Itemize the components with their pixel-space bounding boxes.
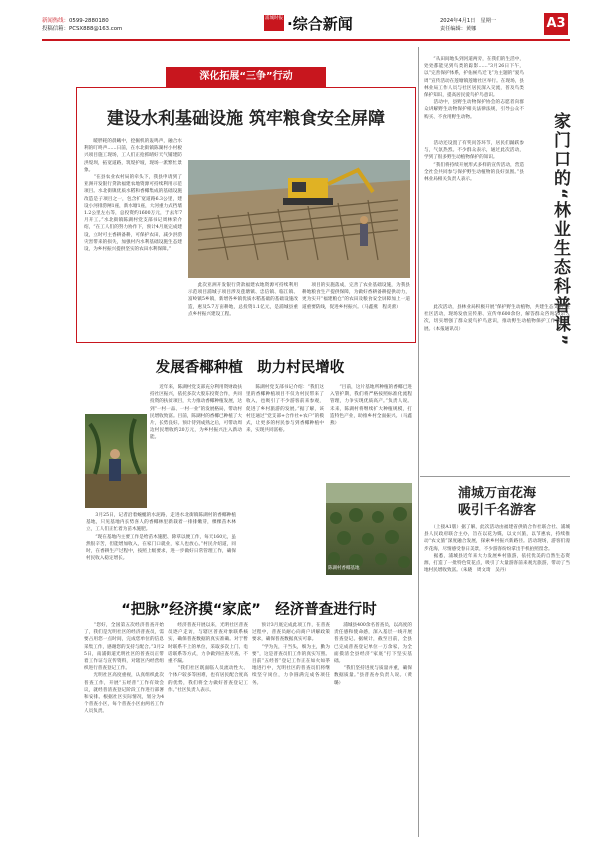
column-divider (418, 47, 419, 837)
forestry-column-c: 此次活动，县林业局积极开展“保护野生动植物，共建生态文明”进社区活动，现场发放宣传册、宣传单600余份，解答群众咨询50余人次，切实增强了群众爱鸟护鸟意识，推动野生动植物保护工作深入开展。（本报通讯员） (424, 305, 570, 332)
census-column-3: 预计3月底完成此项工作，在普查过程中，普查员耐心向商户讲解政策要求，确保普查数据真实可靠。 “学为先，干当头，细为主，勤为要”，这是普查员们工作的真实写照。目前“五经普”登记工作正在如火如荼地进行中，光明社区的普查员们将继续坚守岗位，力争圆满完成各项任务。 (252, 623, 330, 686)
forestry-column-b: 活动还设置了有奖问答环节，居民们踊跃参与，气氛热烈。不少群众表示，通过此次活动，学到了很多野生动植物保护的知识。 “我们将持续开展形式多样的宣传活动，营造全社会共同参与保护野生动植物的良好氛围。”县林业局相关负责人表示。 (424, 141, 524, 183)
hotline-number: 0599-2880180 (68, 18, 109, 24)
census-column-2: 经济普查开展以来，光明社区普查员逐户走访，与辖区普查对象联系核实，确保普查数据的真实准确。对于暂时联系不上的单位，采取多次上门、电话联系等方式，力争做到应查尽查、不重不漏。 “我们社区既面临人员流动性大、个体户较多等困难，也有居民配合度高的优势，我们将全力做好普查登记工作。”社区负责人表示。 (168, 623, 248, 693)
email-address: PCSX888@163.com (68, 26, 123, 32)
forestry-vertical-headline: 家门口的“林业生态科普课” (550, 112, 570, 348)
forestry-credit: （本报通讯员） (433, 326, 464, 332)
flower-sea-credit: （朱晓 周文琦 吴丹） (460, 568, 509, 574)
xiangye-column-1: 近年来，陈湖村党支部充分利用资财政扶持社区振兴，依托多次大股东投资合作，共同投资的扶贫项目，大力推动香椰种植发展，达到“一村一品、一村一业”的发展格局，带动村民增收致富。目前，陈湖村的香椰已种植了大片，长势良好。预计待到成熟之后，可带动周边村民增收约20万元，为乡村振兴注入新动能。 (150, 385, 242, 441)
lead-column-1: 暖胖耗的晨曦中，挖掘机的轰鸣声，融合水利的叮咚声……日前，在水北街镇陈湖村小村板兴项目施工现场，工人们正抢抓晴好天气铺建防洪堤坝，拓宽道路，筑堤护坡，现场一派繁忙景象。 “在县农业农村局的牵头下，我县申请到了亚洲开发银行贷款福建农地资源可持续利用示范项目。水北街镇优质水稻和香椰集成的基础设施改造是子项目之一，包含扩宽道路6.3公里，建设小河排涝闸1座，新水塘1座，大河重力式挡墙1.2公里左右等，总投资约1600万元，于去年7月开工。”水北街镇陈湖村党支部书记周林荣介绍，“在工人们的努力协作下，预计4月底完成建设，立时可主香耕备耕，可保护农田，减少洪涝灾害带来的损失，加强村内水利基础设施生态建设，为乡村振兴提供坚实的农田水利保障。” (84, 139, 182, 253)
forestry-column-a: “从田间地头到河道两旁，在我们的生活中，处处都能见到鸟类的踪影……”3月26日下午，以“完善保护体系，护佑候鸟迁飞”为主题的“爱鸟周”宣传活动在莲塘镇莲塘社区举行。在现场，县林业局工作人员与社区居民深入交流，普及鸟类保护知识，提高居民爱鸟护鸟意识。 活动中，县野生动物保护协会的志愿者向群众讲解野生动物保护相关法律法规，引导公众不购买、不食用野生动物。 (424, 57, 524, 120)
lead-credit: （马鑫燕 程炎蕾） (361, 304, 401, 310)
right-column-rule (420, 476, 570, 477)
xiangye-credit: （马鑫燕） (330, 413, 412, 427)
lead-headline: 建设水利基础设施 筑牢粮食安全屏障 (107, 109, 385, 129)
hotline-label: 新闻热线： (42, 18, 69, 24)
xiangye-column-2: 3月25日，记者沿着蜿蜒的水泥路，走进水北街镇陈湖村的香椰种植基地，只见基地内长势喜人的香椰林里新栽着一排排嫩芽，棵棵苗木林立，工人们正忙着为苗木施肥。 “现在基地内主要工作是给苗木施肥、除草以便工作，每天160元，虽然很辛苦，但能增加收入，在家门口就业，家人也放心。”村民介绍道，同时，在香耕生产过程中，按照上级要求，进一步做好日常管理工作，确保村民收入稳定增长。 (86, 513, 236, 562)
article-headline-census: “把脉”经济摸“家底” 经济普查进行时 (121, 602, 377, 618)
lead-photo-excavator (188, 160, 410, 278)
flower-sea-body: （上接A1版）据了解，此次活动由福建省供销合作社联合社、浦城县人民政府联合主办，旨在以花为媒，以文兴旅，以节惠农，持续推动“农文旅”深度融合发展，探索乡村振兴新路径。活动现场，游客们漫步花海，尽情感受春日美景，不少游客纷纷拿出手机拍照留念。 据悉，浦城县近年来大力发展乡村旅游，依托优美的自然生态资源，打造了一批特色赏花点，吸引了大量游客前来观光旅游，带动了当地村民增收致富。（朱晓 周文琦 吴丹） (424, 525, 570, 574)
article-headline-xiangye: 发展香椰种植 助力村民增收 (155, 360, 345, 376)
section-title: ·综合新闻 (287, 15, 353, 33)
xiangye-column-3: 陈湖村党支部书记介绍：“我们这里的香椰种植项目不仅为村民带来了收入，也吸引了不少游客前来参观，促进了乡村旅游的发展。”据了解，该村还通过“党支部+合作社+农户”的模式，让更多的村民参与到香椰种植中来，实现共同富裕。 (246, 385, 324, 434)
xiangye-column-4: “目前，这片基地所种植的香椰已进入管护期，我们将严格按照标准化流程管理，力争实现优质高产。”负责人说。未来，陈湖村将继续扩大种植规模，打造特色产业，助推乡村全面振兴。（马鑫燕） (330, 385, 412, 427)
issue-info (440, 17, 496, 33)
masthead-contacts (42, 17, 122, 33)
flower-sea-headline: 浦城万亩花海 吸引千名游客 (457, 486, 536, 518)
census-column-1: “您好，全国第五次经济普查开始了，我们是光明社区的经济普查员，需要占用您一点时间，完成您单位的信息采集工作，感谢您的支持与配合。”3月25日，南浦街道光明社区的普查员正带着工作证与宣传资料，对辖区内经营组织进行普查登记工作。 光明社区高度重视，认真组织此次普查工作，开展“五经普”工作有效会议，就经普清查登记阶段工作进行部署和安排。根据社区实际情况，划分为4个普查小区，每个普查小区由两名工作人员负责。 (84, 623, 164, 715)
editor-credit: 责任编辑：黄娜 (440, 26, 477, 32)
census-credit: （黄璐） (334, 673, 412, 686)
lead-column-4: 项目的实施落成，完善了农业基础设施，为我县耕地粮食生产提供保障，为做好香耕备耕提供动力，更为实开“福建粮仓”的农田及粮食安全屏障加上一道道重要防线，促进乡村振兴。（马鑫燕 程炎蕾） (302, 283, 410, 310)
issue-date: 2024年4月1日 星期一 (440, 18, 497, 24)
page-number: A3 (544, 13, 568, 35)
newspaper-logo: 浦城时报 (264, 15, 284, 31)
photo-xiangye-base (326, 483, 412, 575)
census-column-4: 浦城县400余名普查员，以高度的责任感和使命感，深入基层一线开展普查登记。据统计，截至目前，全县已完成普查登记单位一万余家，为全面摸清全县经济“家底”打下坚实基础。 “我们坚持进度与质量并重，确保数据质量。”县普查办负责人说。（黄璐） (334, 623, 412, 686)
lead-column-3: 此次亚洲开发银行贷款福建农地资源可持续利用示范项目浦城子项目涉及莲塘镇、忠信镇、临江镇、富岭镇5乡镇，新增各乡镇优质水稻基础的基础设施改造，惠及5.7万亩耕地，总投资1.1亿元，是浦城县重点乡村振兴建设工程。 (188, 283, 298, 317)
email-label: 投稿信箱： (42, 26, 69, 32)
lead-banner: 深化拓展“三争”行动 (166, 67, 326, 87)
header-rule (42, 39, 570, 41)
photo-caption: 陈湖村香椰基地 (328, 566, 360, 571)
photo-farmer-working (85, 414, 147, 508)
